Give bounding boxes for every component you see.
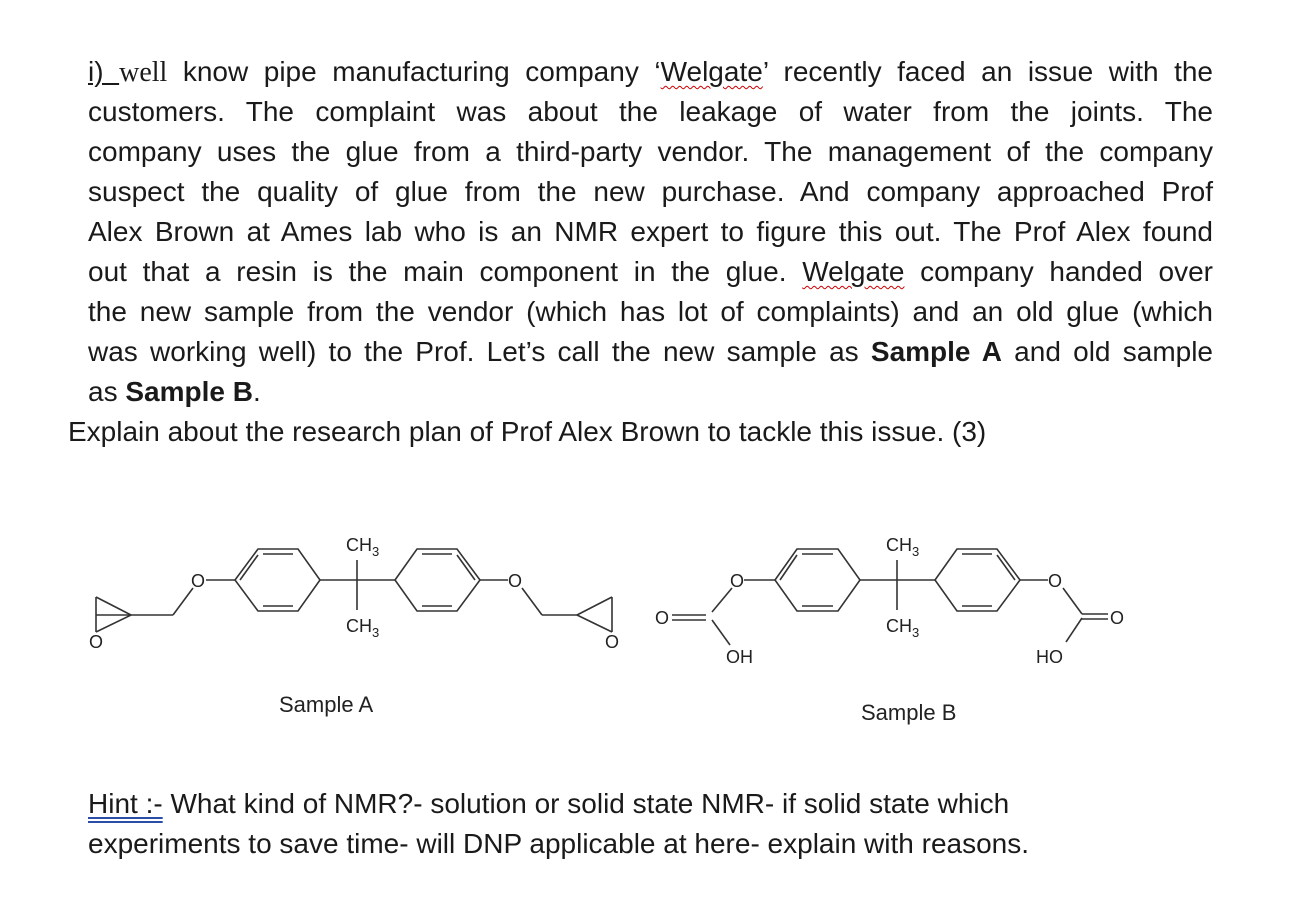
oxygen-atom: O: [1048, 571, 1063, 591]
paragraph-line-7: the new sample from the vendor (which has lot of complaints) and an old glue (which: [88, 296, 1213, 327]
hydroxyl-group: HO: [1036, 647, 1063, 667]
line-text: know pipe manufacturing company ‘: [167, 56, 661, 87]
hint-block: [88, 784, 1188, 864]
hint-line-1: [88, 784, 1188, 824]
sample-b-term: Sample B: [125, 376, 253, 407]
oxygen-atom: O: [1110, 608, 1125, 628]
methyl-group: $CH_3$: [886, 616, 920, 640]
brand-name: Welgate: [660, 56, 763, 87]
oxygen-atom: O: [508, 571, 523, 591]
hint-line-2: experiments to save time- will DNP applicable at here- explain with reasons.: [88, 828, 1030, 859]
brand-name: Welgate: [802, 256, 905, 287]
methyl-group: $CH_3$: [346, 535, 380, 559]
hint-label: Hint :-: [88, 788, 163, 819]
item-number: i): [88, 56, 120, 87]
oxygen-atom: O: [191, 571, 206, 591]
methyl-group: $CH_3$: [886, 535, 920, 559]
paragraph-line-3: company uses the glue from a third-party vendor. The management of the company: [88, 136, 1213, 167]
oxygen-atom: O: [89, 632, 104, 652]
paragraph-line-5: Alex Brown at Ames lab who is an NMR expert to figure this out. The Prof Alex found: [88, 216, 1213, 247]
line-text: out that a resin is the main component in the glue.: [88, 256, 803, 287]
line-text: as: [88, 376, 126, 407]
methyl-group: $CH_3$: [346, 616, 380, 640]
sample-a-label: Sample A: [279, 692, 374, 717]
hydroxyl-group: OH: [726, 647, 753, 667]
oxygen-atom: O: [605, 632, 620, 652]
paragraph-line-2: customers. The complaint was about the leakage of water from the joints. The: [88, 96, 1213, 127]
sample-b-label: Sample B: [861, 700, 957, 725]
hint-text: What kind of NMR?- solution or solid state NMR- if solid state which: [162, 788, 1010, 819]
word-well: well: [119, 57, 168, 88]
paragraph-line-4: suspect the quality of glue from the new purchase. And company approached Prof: [88, 176, 1213, 207]
oxygen-atom: O: [655, 608, 670, 628]
question-text: Explain about the research plan of Prof Alex Brown to tackle this issue. (3): [68, 416, 987, 447]
sample-a-term: Sample A: [870, 336, 1002, 367]
line-text: was working well) to the Prof. Let’s call the new sample as: [88, 336, 871, 367]
line-text: .: [252, 376, 261, 407]
line-text: and old sample: [1001, 336, 1214, 367]
line-text: company handed over: [904, 256, 1214, 287]
oxygen-atom: O: [730, 571, 745, 591]
line-text: ’ recently faced an issue with the: [762, 56, 1214, 87]
